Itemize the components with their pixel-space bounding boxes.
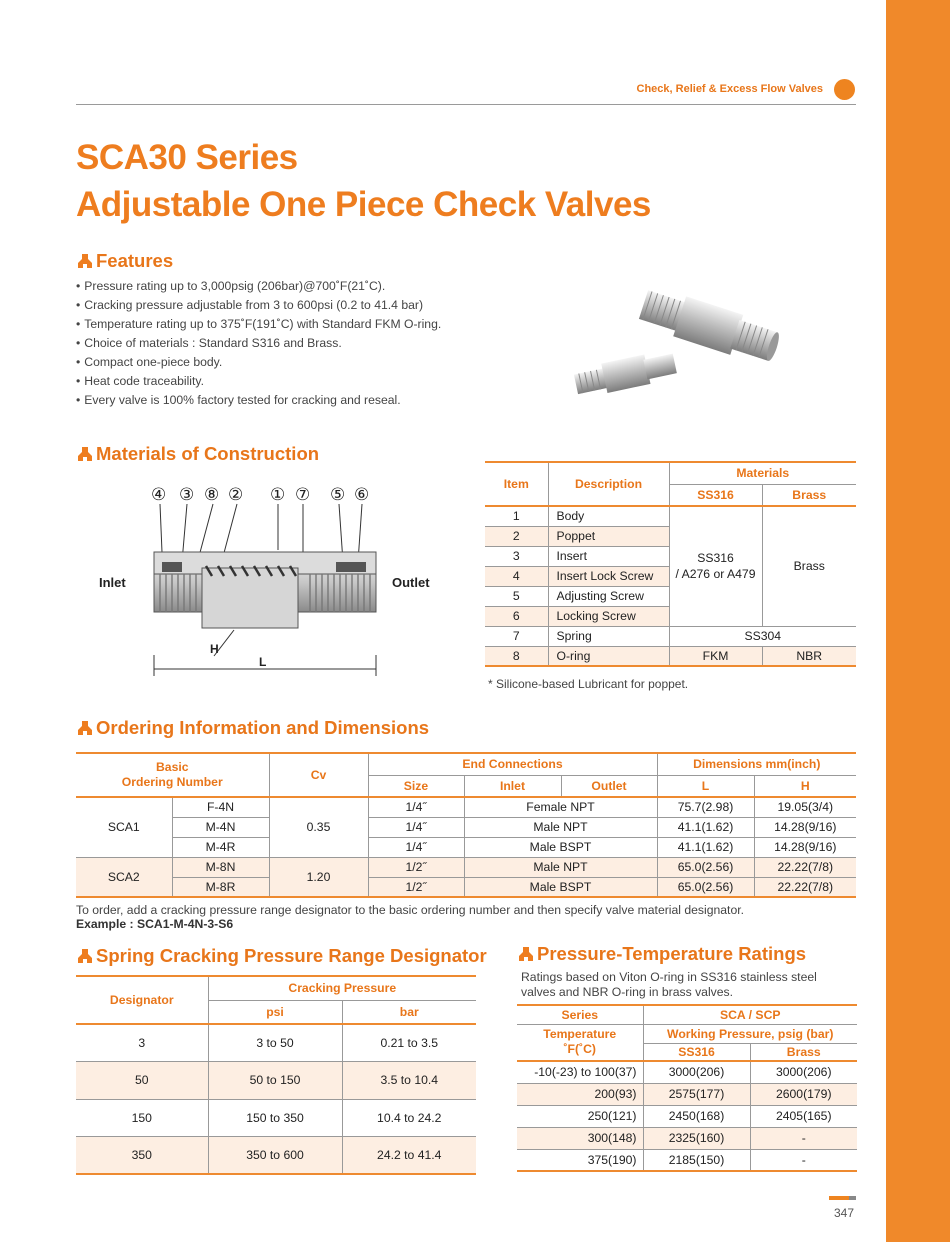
- temperature-cell: 250(121): [517, 1105, 643, 1127]
- col-pt-brass: Brass: [750, 1043, 857, 1061]
- table-row: [76, 817, 856, 837]
- size-cell: 1/4˝: [368, 817, 464, 837]
- table-row: [517, 1105, 857, 1127]
- pt-heading: [517, 943, 806, 965]
- pt-description-line: Ratings based on Viton O-ring in SS316 stainless steel: [521, 970, 817, 984]
- ordering-note: To order, add a cracking pressure range designator to the basic ordering number and then specify valve material designator.: [76, 903, 744, 917]
- feature-item: • Heat code traceability.: [76, 372, 441, 391]
- h-cell: 22.22(7/8): [754, 877, 856, 897]
- callout-1: ①: [270, 485, 286, 505]
- table-row: [76, 837, 856, 857]
- size-cell: 1/2˝: [368, 857, 464, 877]
- connection-cell: Male BSPT: [464, 837, 657, 857]
- l-cell: 65.0(2.56): [657, 877, 754, 897]
- materials-heading-text: Materials of Construction: [96, 443, 320, 464]
- callout-7: ⑦: [295, 485, 311, 505]
- temperature-cell: 375(190): [517, 1149, 643, 1171]
- features-heading-text: Features: [96, 250, 174, 271]
- page-number-bar: [829, 1196, 856, 1200]
- item-cell: 7: [485, 626, 548, 646]
- ordering-example: Example : SCA1-M-4N-3-S6: [76, 917, 234, 931]
- pt-heading-text: Pressure-Temperature Ratings: [537, 943, 807, 964]
- desc-cell: Insert Lock Screw: [548, 566, 669, 586]
- item-cell: 3: [485, 546, 548, 566]
- col-temperature: Temperature ˚F(˚C): [517, 1024, 643, 1061]
- materials-note: * Silicone-based Lubricant for poppet.: [488, 677, 689, 691]
- item-cell: 8: [485, 646, 548, 666]
- pressure-temperature-table: [517, 1004, 857, 1172]
- designator-cell: 3: [76, 1024, 208, 1061]
- section-marker-icon: [517, 946, 535, 962]
- pt-description: [521, 970, 817, 999]
- desc-cell: Spring: [548, 626, 669, 646]
- callout-8: ⑧: [204, 485, 220, 505]
- table-row: [76, 797, 856, 817]
- section-marker-icon: [76, 253, 94, 269]
- section-marker-icon: [76, 948, 94, 964]
- item-cell: 2: [485, 526, 548, 546]
- connection-cell: Male BSPT: [464, 877, 657, 897]
- l-cell: 41.1(1.62): [657, 817, 754, 837]
- psi-cell: 3 to 50: [208, 1024, 342, 1061]
- table-row: [76, 877, 856, 897]
- designator-cell: 50: [76, 1061, 208, 1099]
- desc-cell: Insert: [548, 546, 669, 566]
- size-cell: 1/4˝: [368, 797, 464, 817]
- cv-cell: 1.20: [269, 857, 368, 897]
- base-number-cell: SCA2: [76, 857, 172, 897]
- l-cell: 75.7(2.98): [657, 797, 754, 817]
- outlet-label: Outlet: [392, 575, 430, 590]
- h-cell: 19.05(3/4): [754, 797, 856, 817]
- ss316-pressure-cell: 3000(206): [643, 1061, 750, 1083]
- callout-3: ③: [179, 485, 195, 505]
- valve-cross-section-diagram: [96, 480, 446, 680]
- side-accent-bar: [886, 0, 950, 1242]
- pt-description-line: valves and NBR O-ring in brass valves.: [521, 984, 734, 999]
- header-divider: [76, 104, 856, 105]
- col-cv: Cv: [269, 753, 368, 797]
- desc-cell: Adjusting Screw: [548, 586, 669, 606]
- suffix-cell: M-8R: [172, 877, 269, 897]
- col-description: Description: [548, 462, 669, 506]
- callout-4: ④: [151, 485, 167, 505]
- connection-cell: Male NPT: [464, 817, 657, 837]
- col-working-pressure: Working Pressure, psig (bar): [643, 1024, 857, 1043]
- feature-item: • Every valve is 100% factory tested for cracking and reseal.: [76, 391, 441, 410]
- col-materials: Materials: [669, 462, 856, 484]
- table-row: [517, 1127, 857, 1149]
- col-size: Size: [368, 775, 464, 797]
- spring-material-cell: SS304: [669, 626, 856, 646]
- feature-item: • Compact one-piece body.: [76, 353, 441, 372]
- suffix-cell: M-4N: [172, 817, 269, 837]
- table-row: [76, 1024, 476, 1061]
- desc-cell: O-ring: [548, 646, 669, 666]
- ss316-pressure-cell: 2450(168): [643, 1105, 750, 1127]
- table-row: [485, 626, 856, 646]
- table-row: [76, 1099, 476, 1136]
- item-cell: 1: [485, 506, 548, 526]
- table-row: [76, 1061, 476, 1099]
- spring-heading-text: Spring Cracking Pressure Range Designator: [96, 945, 487, 966]
- bar-cell: 0.21 to 3.5: [342, 1024, 476, 1061]
- l-cell: 41.1(1.62): [657, 837, 754, 857]
- col-inlet: Inlet: [464, 775, 561, 797]
- col-bar: bar: [342, 1000, 476, 1024]
- table-row: [76, 857, 856, 877]
- materials-heading: [76, 443, 319, 465]
- callout-2: ②: [228, 485, 244, 505]
- ss316-merged-cell: SS316 / A276 or A479: [669, 506, 762, 626]
- bar-cell: 10.4 to 24.2: [342, 1099, 476, 1136]
- col-dimensions: Dimensions mm(inch): [657, 753, 856, 775]
- header-category: Check, Relief & Excess Flow Valves: [636, 83, 823, 95]
- psi-cell: 350 to 600: [208, 1136, 342, 1174]
- brass-merged-cell: Brass: [762, 506, 856, 626]
- l-cell: 65.0(2.56): [657, 857, 754, 877]
- ss316-pressure-cell: 2185(150): [643, 1149, 750, 1171]
- ss316-pressure-cell: 2325(160): [643, 1127, 750, 1149]
- desc-cell: Locking Screw: [548, 606, 669, 626]
- ordering-heading-text: Ordering Information and Dimensions: [96, 717, 430, 738]
- col-brass: Brass: [762, 484, 856, 506]
- callout-5: ⑤: [330, 485, 346, 505]
- col-basic-ordering: Basic Ordering Number: [76, 753, 269, 797]
- feature-item: • Cracking pressure adjustable from 3 to 600psi (0.2 to 41.4 bar): [76, 296, 441, 315]
- col-sca-scp: SCA / SCP: [643, 1005, 857, 1024]
- product-photo: [560, 280, 790, 400]
- inlet-label: Inlet: [99, 575, 126, 590]
- suffix-cell: M-8N: [172, 857, 269, 877]
- col-designator: Designator: [76, 976, 208, 1024]
- brass-pressure-cell: -: [750, 1127, 857, 1149]
- page-title-series: SCA30 Series: [76, 138, 298, 177]
- materials-table: [485, 461, 856, 667]
- item-cell: 6: [485, 606, 548, 626]
- features-heading: [76, 250, 173, 272]
- callout-6: ⑥: [354, 485, 370, 505]
- page-number: 347: [834, 1206, 855, 1220]
- brass-pressure-cell: 2405(165): [750, 1105, 857, 1127]
- temperature-cell: 200(93): [517, 1083, 643, 1105]
- bar-cell: 3.5 to 10.4: [342, 1061, 476, 1099]
- bar-cell: 24.2 to 41.4: [342, 1136, 476, 1174]
- col-psi: psi: [208, 1000, 342, 1024]
- features-list: [76, 277, 441, 410]
- ss316-pressure-cell: 2575(177): [643, 1083, 750, 1105]
- dimension-l-label: L: [259, 655, 267, 669]
- desc-cell: Body: [548, 506, 669, 526]
- base-number-cell: SCA1: [76, 797, 172, 857]
- col-series: Series: [517, 1005, 643, 1024]
- col-outlet: Outlet: [561, 775, 657, 797]
- designator-cell: 150: [76, 1099, 208, 1136]
- feature-item: • Pressure rating up to 3,000psig (206bar)@700˚F(21˚C).: [76, 277, 441, 296]
- cv-cell: 0.35: [269, 797, 368, 857]
- table-row: [517, 1083, 857, 1105]
- connection-cell: Female NPT: [464, 797, 657, 817]
- feature-item: • Choice of materials : Standard S316 and Brass.: [76, 334, 441, 353]
- ordering-heading: [76, 717, 429, 739]
- col-ss316: SS316: [669, 484, 762, 506]
- header-dot-icon: [834, 79, 855, 100]
- col-h: H: [754, 775, 856, 797]
- connection-cell: Male NPT: [464, 857, 657, 877]
- item-cell: 4: [485, 566, 548, 586]
- col-end-connections: End Connections: [368, 753, 657, 775]
- table-row: [517, 1149, 857, 1171]
- h-cell: 22.22(7/8): [754, 857, 856, 877]
- table-row: [485, 506, 856, 526]
- brass-pressure-cell: 3000(206): [750, 1061, 857, 1083]
- h-cell: 14.28(9/16): [754, 837, 856, 857]
- h-cell: 14.28(9/16): [754, 817, 856, 837]
- oring-ss316-cell: FKM: [669, 646, 762, 666]
- col-cracking-pressure: Cracking Pressure: [208, 976, 476, 1000]
- spring-heading: [76, 945, 487, 967]
- col-pt-ss316: SS316: [643, 1043, 750, 1061]
- desc-cell: Poppet: [548, 526, 669, 546]
- suffix-cell: F-4N: [172, 797, 269, 817]
- table-row: [517, 1061, 857, 1083]
- size-cell: 1/4˝: [368, 837, 464, 857]
- suffix-cell: M-4R: [172, 837, 269, 857]
- item-cell: 5: [485, 586, 548, 606]
- table-row: [485, 646, 856, 666]
- table-row: [76, 1136, 476, 1174]
- size-cell: 1/2˝: [368, 877, 464, 897]
- spring-range-table: [76, 975, 476, 1175]
- oring-brass-cell: NBR: [762, 646, 856, 666]
- section-marker-icon: [76, 720, 94, 736]
- section-marker-icon: [76, 446, 94, 462]
- designator-cell: 350: [76, 1136, 208, 1174]
- temperature-cell: -10(-23) to 100(37): [517, 1061, 643, 1083]
- psi-cell: 50 to 150: [208, 1061, 342, 1099]
- ordering-table: [76, 752, 856, 898]
- col-item: Item: [485, 462, 548, 506]
- feature-item: • Temperature rating up to 375˚F(191˚C) with Standard FKM O-ring.: [76, 315, 441, 334]
- dimension-h-label: H: [210, 642, 219, 656]
- col-l: L: [657, 775, 754, 797]
- psi-cell: 150 to 350: [208, 1099, 342, 1136]
- brass-pressure-cell: 2600(179): [750, 1083, 857, 1105]
- temperature-cell: 300(148): [517, 1127, 643, 1149]
- page-title-product: Adjustable One Piece Check Valves: [76, 185, 651, 224]
- brass-pressure-cell: -: [750, 1149, 857, 1171]
